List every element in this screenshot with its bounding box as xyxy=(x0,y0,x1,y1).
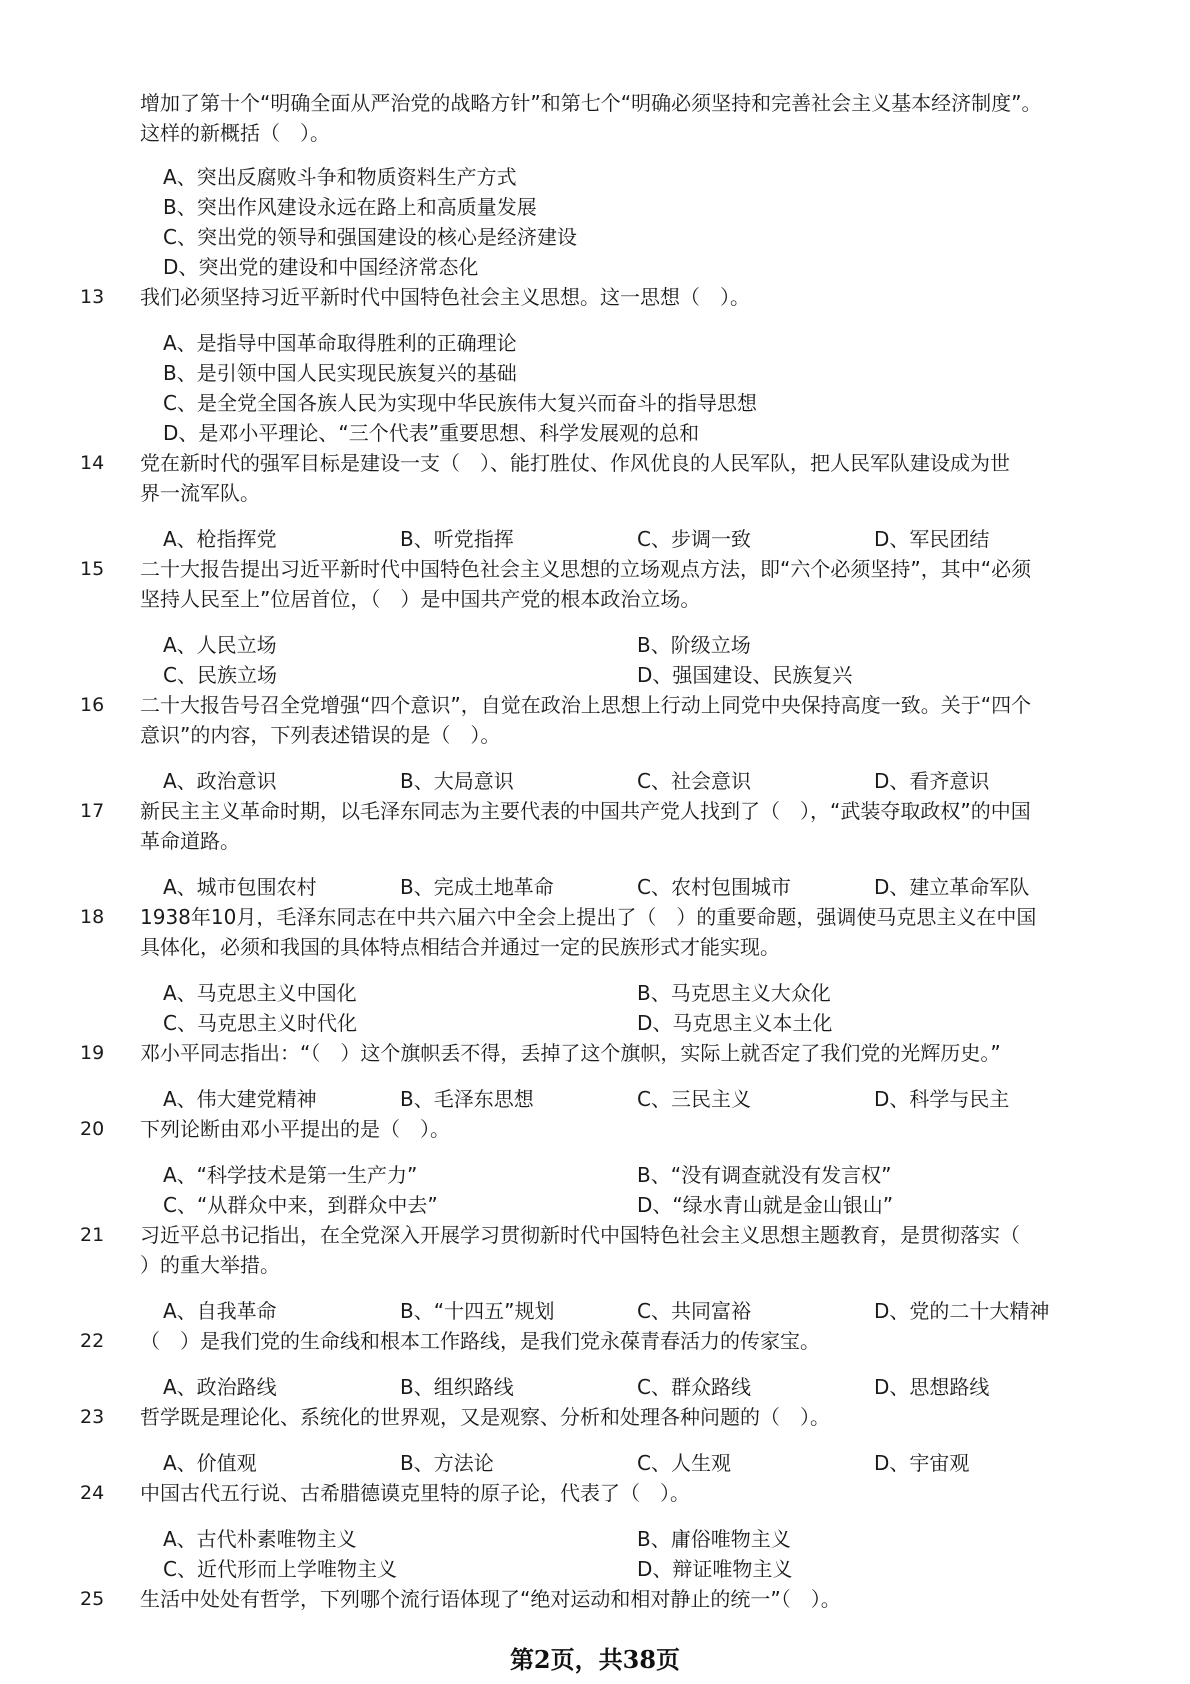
option-c: C、群众路线 xyxy=(637,1375,751,1399)
option-c: C、马克思主义时代化 xyxy=(163,1011,357,1035)
question-stem-line: 下列论断由邓小平提出的是（ ）。 xyxy=(140,1117,450,1141)
option-a: A、“科学技术是第一生产力” xyxy=(163,1163,418,1187)
question-stem-line: 增加了第十个“明确全面从严治党的战略方针”和第七个“明确必须坚持和完善社会主义基本经济制度”。 xyxy=(140,91,1042,115)
option-d: D、是邓小平理论、“三个代表”重要思想、科学发展观的总和 xyxy=(163,421,700,445)
option-d: D、思想路线 xyxy=(874,1375,990,1399)
option-d: D、“绿水青山就是金山银山” xyxy=(637,1193,894,1217)
option-c: C、“从群众中来，到群众中去” xyxy=(163,1193,438,1217)
option-b: B、庸俗唯物主义 xyxy=(637,1527,791,1551)
option-d: D、宇宙观 xyxy=(874,1451,970,1475)
question-number: 23 xyxy=(80,1406,105,1428)
option-a: A、伟大建党精神 xyxy=(163,1087,317,1111)
question-stem-line: （ ）是我们党的生命线和根本工作路线，是我们党永葆青春活力的传家宝。 xyxy=(140,1329,820,1353)
question-number: 14 xyxy=(80,452,105,474)
question-number: 25 xyxy=(80,1588,105,1610)
question-number: 13 xyxy=(80,286,105,308)
question-stem-line: 新民主主义革命时期，以毛泽东同志为主要代表的中国共产党人找到了（ ），“武装夺取政权”的中国 xyxy=(140,799,1031,823)
question-number: 15 xyxy=(80,558,105,580)
option-a: A、政治路线 xyxy=(163,1375,277,1399)
option-d: D、强国建设、民族复兴 xyxy=(637,663,853,687)
question-number: 20 xyxy=(80,1118,105,1140)
question-number: 21 xyxy=(80,1224,105,1246)
option-a: A、价值观 xyxy=(163,1451,257,1475)
option-b: B、组织路线 xyxy=(400,1375,514,1399)
option-a: A、自我革命 xyxy=(163,1299,277,1323)
option-b: B、“没有调查就没有发言权” xyxy=(637,1163,892,1187)
question-number: 22 xyxy=(80,1330,105,1352)
question-number: 19 xyxy=(80,1042,105,1064)
question-stem-line: 这样的新概括（ ）。 xyxy=(140,121,330,145)
option-c: C、近代形而上学唯物主义 xyxy=(163,1557,397,1581)
option-b: B、马克思主义大众化 xyxy=(637,981,831,1005)
option-c: C、民族立场 xyxy=(163,663,277,687)
option-d: D、科学与民主 xyxy=(874,1087,1010,1111)
option-b: B、完成土地革命 xyxy=(400,875,554,899)
question-stem-line: 1938年10月，毛泽东同志在中共六届六中全会上提出了（ ）的重要命题，强调使马克思主义在中国 xyxy=(140,905,1037,929)
option-b: B、阶级立场 xyxy=(637,633,751,657)
option-c: C、社会意识 xyxy=(637,769,751,793)
option-b: B、听党指挥 xyxy=(400,527,514,551)
option-b: B、大局意识 xyxy=(400,769,514,793)
question-stem-line: 我们必须坚持习近平新时代中国特色社会主义思想。这一思想（ ）。 xyxy=(140,285,750,309)
option-d: D、党的二十大精神 xyxy=(874,1299,1050,1323)
option-a: A、枪指挥党 xyxy=(163,527,277,551)
page-footer: 第2页，共38页 xyxy=(509,1645,681,1674)
option-b: B、方法论 xyxy=(400,1451,494,1475)
question-stem-line: ）的重大举措。 xyxy=(140,1253,280,1277)
question-stem-line: 党在新时代的强军目标是建设一支（ ）、能打胜仗、作风优良的人民军队，把人民军队建设成为世 xyxy=(140,451,1010,475)
option-c: C、农村包围城市 xyxy=(637,875,791,899)
option-d: D、军民团结 xyxy=(874,527,990,551)
option-c: C、人生观 xyxy=(637,1451,731,1475)
question-stem-line: 坚持人民至上”位居首位，（ ）是中国共产党的根本政治立场。 xyxy=(140,587,701,611)
option-a: A、城市包围农村 xyxy=(163,875,317,899)
question-stem-line: 二十大报告提出习近平新时代中国特色社会主义思想的立场观点方法，即“六个必须坚持”，其中“必须 xyxy=(140,557,1032,581)
question-stem-line: 习近平总书记指出，在全党深入开展学习贯彻新时代中国特色社会主义思想主题教育，是贯彻落实（ xyxy=(140,1223,1020,1247)
question-stem-line: 邓小平同志指出：“（ ）这个旗帜丢不得，丢掉了这个旗帜，实际上就否定了我们党的光辉历史。” xyxy=(140,1041,1001,1065)
question-stem-line: 具体化，必须和我国的具体特点相结合并通过一定的民族形式才能实现。 xyxy=(140,935,780,959)
question-stem-line: 革命道路。 xyxy=(140,829,240,853)
option-c: C、共同富裕 xyxy=(637,1299,751,1323)
option-c: C、步调一致 xyxy=(637,527,751,551)
option-d: D、突出党的建设和中国经济常态化 xyxy=(163,255,479,279)
option-b: B、“十四五”规划 xyxy=(400,1299,555,1323)
option-a: A、古代朴素唯物主义 xyxy=(163,1527,357,1551)
option-c: C、三民主义 xyxy=(637,1087,751,1111)
question-stem-line: 二十大报告号召全党增强“四个意识”，自觉在政治上思想上行动上同党中央保持高度一致。关于“四个 xyxy=(140,693,1032,717)
question-stem-line: 生活中处处有哲学，下列哪个流行语体现了“绝对运动和相对静止的统一”（ ）。 xyxy=(140,1587,841,1611)
option-a: A、政治意识 xyxy=(163,769,277,793)
question-stem-line: 哲学既是理论化、系统化的世界观，又是观察、分析和处理各种问题的（ ）。 xyxy=(140,1405,830,1429)
option-d: D、看齐意识 xyxy=(874,769,990,793)
option-b: B、突出作风建设永远在路上和高质量发展 xyxy=(163,195,537,219)
option-d: D、辩证唯物主义 xyxy=(637,1557,793,1581)
question-stem-line: 中国古代五行说、古希腊德谟克里特的原子论，代表了（ ）。 xyxy=(140,1481,690,1505)
option-d: D、建立革命军队 xyxy=(874,875,1030,899)
question-number: 17 xyxy=(80,800,105,822)
option-a: A、马克思主义中国化 xyxy=(163,981,357,1005)
option-a: A、突出反腐败斗争和物质资料生产方式 xyxy=(163,165,517,189)
question-number: 18 xyxy=(80,906,105,928)
option-c: C、突出党的领导和强国建设的核心是经济建设 xyxy=(163,225,577,249)
option-c: C、是全党全国各族人民为实现中华民族伟大复兴而奋斗的指导思想 xyxy=(163,391,757,415)
option-b: B、是引领中国人民实现民族复兴的基础 xyxy=(163,361,517,385)
option-b: B、毛泽东思想 xyxy=(400,1087,534,1111)
question-stem-line: 界一流军队。 xyxy=(140,481,260,505)
question-number: 16 xyxy=(80,694,105,716)
question-stem-line: 意识”的内容，下列表述错误的是（ ）。 xyxy=(140,723,501,747)
question-number: 24 xyxy=(80,1482,105,1504)
option-a: A、人民立场 xyxy=(163,633,277,657)
option-a: A、是指导中国革命取得胜利的正确理论 xyxy=(163,331,517,355)
option-d: D、马克思主义本土化 xyxy=(637,1011,833,1035)
